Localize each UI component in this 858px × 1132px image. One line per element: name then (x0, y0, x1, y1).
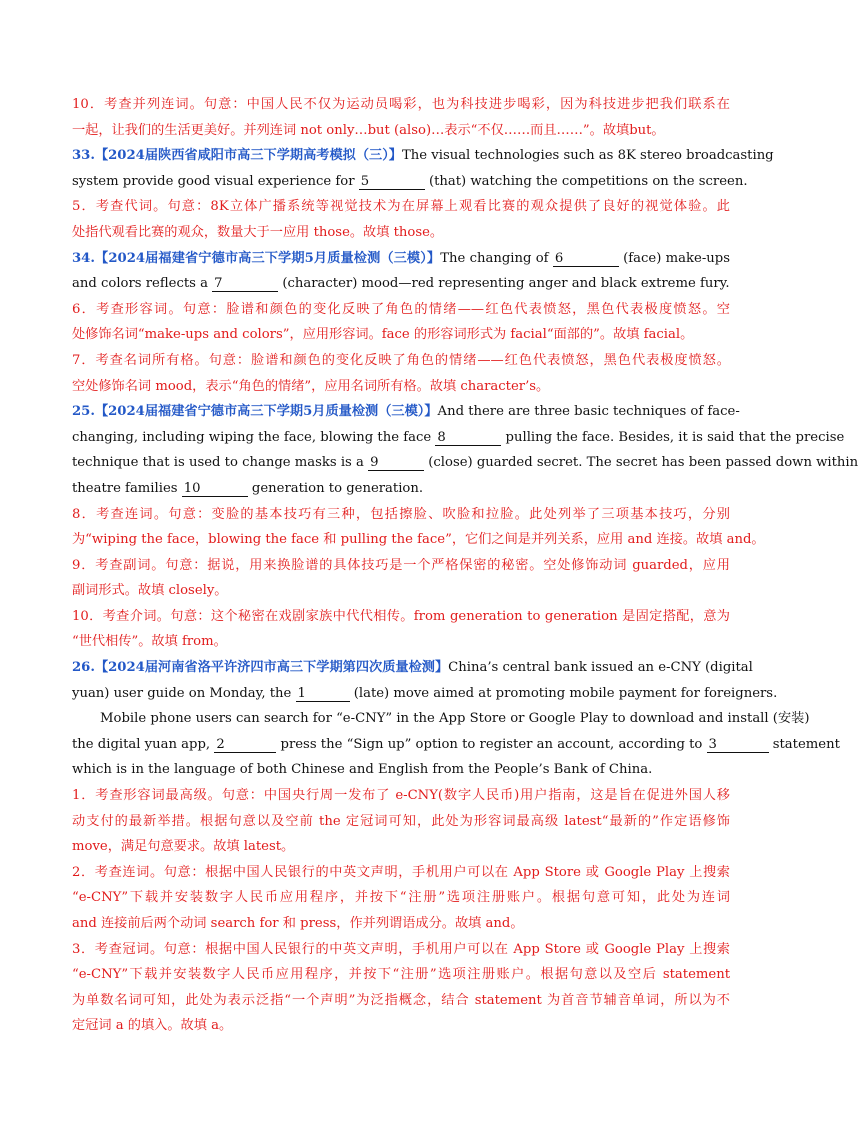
question-source-label: 25.【2024届福建省宁德市高三下学期5月质量检测（三模）】 (72, 404, 438, 420)
text-segment: 处指代观看比赛的观众，数量大于一应用 those。故填 those。 (72, 224, 444, 240)
answer-explanation-line (72, 348, 730, 374)
text-segment: theatre families (72, 480, 182, 496)
answer-explanation-line (72, 92, 730, 118)
answer-blank: 9 (368, 455, 424, 471)
question-text-line (72, 143, 774, 169)
text-segment: 副词形式。故填 closely。 (72, 583, 228, 599)
question-text-line (72, 655, 753, 681)
text-segment: which is in the language of both Chinese and English from the People’s Bank of China. (72, 762, 653, 778)
text-segment: 10．考查介词。句意：这个秘密在戏剧家族中代代相传。from generation to generation 是固定搭配，意为 (72, 608, 730, 624)
text-segment: 为“wiping the face，blowing the face 和 pulling the face”，它们之间是并列关系，应用 and 连接。故填 and。 (72, 532, 765, 548)
answer-explanation-line (72, 194, 730, 220)
text-segment: 动支付的最新举措。根据句意以及空前 the 定冠词可知，此处为形容词最高级 latest“最新的”作定语修饰 (72, 813, 730, 829)
text-segment: and colors reflects a (72, 276, 213, 292)
text-segment: (that) watching the competitions on the screen. (424, 173, 748, 189)
answer-blank: 6 (553, 251, 619, 267)
answer-explanation-line (72, 962, 730, 988)
question-text-line (72, 425, 845, 451)
answer-explanation-line (72, 502, 730, 528)
question-text-line (72, 706, 810, 732)
text-segment: 7．考查名词所有格。句意：脸谱和颜色的变化反映了角色的情绪——红色代表愤怒，黑色代表极度愤怒。 (72, 352, 730, 368)
text-segment: generation to generation. (247, 480, 424, 496)
text-segment: yuan) user guide on Monday, the (72, 685, 296, 701)
text-segment: 定冠词 a 的填入。故填 a。 (72, 1018, 233, 1034)
text-segment: (face) make-ups (618, 250, 730, 266)
answer-explanation-line (72, 118, 730, 144)
question-text-line (72, 732, 840, 758)
text-segment: 空处修饰名词 mood，表示“角色的情绪”，应用名词所有格。故填 character’s。 (72, 378, 550, 394)
text-segment: “e-CNY”下载并安装数字人民币应用程序，并按下“注册”选项注册账户。根据句意可知，此处为连词 (72, 890, 730, 906)
text-segment: pulling the face. Besides, it is said that the precise (501, 429, 845, 445)
question-text-line (72, 399, 740, 425)
document-body (72, 92, 858, 1039)
answer-explanation-line (72, 809, 730, 835)
text-segment: “e-CNY”下载并安装数字人民币应用程序，并按下“注册”选项注册账户。根据句意以及空后 statement (72, 967, 730, 983)
text-segment: Mobile phone users can search for “e-CNY” in the App Store or Google Play to download and install (安装) (100, 711, 810, 727)
question-text-line (72, 476, 730, 502)
text-segment: 处修饰名词“make-ups and colors”，应用形容词。face 的形容词形式为 facial“面部的”。故填 facial。 (72, 327, 694, 343)
text-segment: “世代相传”。故填 from。 (72, 634, 227, 650)
text-segment: 5．考查代词。句意：8K立体广播系统等视觉技术为在屏幕上观看比赛的观众提供了良好的视觉体验。此 (72, 199, 730, 215)
answer-blank: 2 (214, 737, 276, 753)
text-segment: and 连接前后两个动词 search for 和 press，作并列谓语成分。故填 and。 (72, 916, 524, 931)
text-segment: (late) move aimed at promoting mobile payment for foreigners. (349, 685, 778, 701)
text-segment: The changing of (440, 250, 553, 266)
text-segment: 为单数名词可知，此处为表示泛指“一个声明”为泛指概念，结合 statement 为首音节辅音单词，所以为不 (72, 992, 730, 1008)
answer-explanation-line (72, 297, 730, 323)
question-text-line (72, 681, 778, 707)
text-segment: press the “Sign up” option to register an account, according to (276, 736, 707, 752)
text-segment: technique that is used to change masks is a (72, 455, 369, 471)
answer-explanation-line (72, 860, 730, 886)
text-segment: China’s central bank issued an e-CNY (digital (448, 660, 753, 676)
question-text-line (72, 271, 730, 297)
text-segment: 10．考查并列连词。句意：中国人民不仅为运动员喝彩，也为科技进步喝彩，因为科技进步把我们联系在 (72, 97, 730, 112)
text-segment: 3．考查冠词。句意：根据中国人民银行的中英文声明，手机用户可以在 App Store 或 Google Play 上搜索 (72, 941, 730, 957)
answer-explanation-line (72, 553, 730, 579)
answer-explanation-line (72, 988, 730, 1014)
answer-explanation-line (72, 374, 730, 400)
text-segment: 1．考查形容词最高级。句意：中国央行周一发布了 e-CNY(数字人民币)用户指南，这是旨在促进外国人移 (72, 788, 730, 804)
question-text-line (72, 169, 748, 195)
question-source-label: 33.【2024届陕西省咸阳市高三下学期高考模拟（三）】 (72, 148, 402, 164)
text-segment: 2．考查连词。句意：根据中国人民银行的中英文声明，手机用户可以在 App Store 或 Google Play 上搜索 (72, 864, 730, 880)
text-segment: And there are three basic techniques of face- (437, 404, 740, 420)
question-text-line (72, 246, 730, 272)
question-source-label: 26.【2024届河南省洛平许济四市高三下学期第四次质量检测】 (72, 660, 449, 676)
answer-blank: 8 (435, 430, 501, 446)
text-segment: 6．考查形容词。句意：脸谱和颜色的变化反映了角色的情绪——红色代表愤怒，黑色代表极度愤怒。空 (72, 301, 730, 317)
text-segment: (character) mood—red representing anger and black extreme fury. (278, 276, 730, 292)
answer-explanation-line (72, 629, 730, 655)
answer-explanation-line (72, 783, 730, 809)
answer-explanation-line (72, 885, 730, 911)
answer-explanation-line (72, 220, 730, 246)
text-segment: (close) guarded secret. The secret has been passed down within (424, 455, 858, 471)
text-segment: the digital yuan app, (72, 736, 215, 752)
answer-blank: 3 (707, 737, 769, 753)
text-segment: system provide good visual experience for (72, 173, 359, 189)
question-text-line (72, 450, 858, 476)
text-segment: changing, including wiping the face, blowing the face (72, 429, 436, 445)
question-source-label: 34.【2024届福建省宁德市高三下学期5月质量检测（三模）】 (72, 250, 441, 266)
text-segment: statement (768, 736, 840, 752)
question-text-line (72, 757, 730, 783)
answer-explanation-line (72, 322, 730, 348)
text-segment: The visual technologies such as 8K stereo broadcasting (401, 148, 774, 164)
text-segment: move，满足句意要求。故填 latest。 (72, 839, 295, 855)
answer-explanation-line (72, 527, 765, 553)
answer-explanation-line (72, 1013, 730, 1039)
answer-explanation-line (72, 834, 730, 860)
answer-blank: 10 (182, 481, 248, 497)
text-segment: 8．考查连词。句意：变脸的基本技巧有三种，包括擦脸、吹脸和拉脸。此处列举了三项基本技巧，分别 (72, 506, 730, 522)
answer-explanation-line (72, 911, 730, 937)
text-segment: 9．考查副词。句意：据说，用来换脸谱的具体技巧是一个严格保密的秘密。空处修饰动词 guarded，应用 (72, 557, 730, 573)
answer-explanation-line (72, 937, 730, 963)
text-segment: 一起，让我们的生活更美好。并列连词 not only…but (also)…表示“不仅……而且……”。故填but。 (72, 122, 665, 138)
answer-blank: 5 (359, 174, 425, 190)
answer-explanation-line (72, 578, 730, 604)
answer-blank: 1 (296, 686, 350, 702)
answer-explanation-line (72, 604, 730, 630)
answer-blank: 7 (212, 276, 278, 292)
